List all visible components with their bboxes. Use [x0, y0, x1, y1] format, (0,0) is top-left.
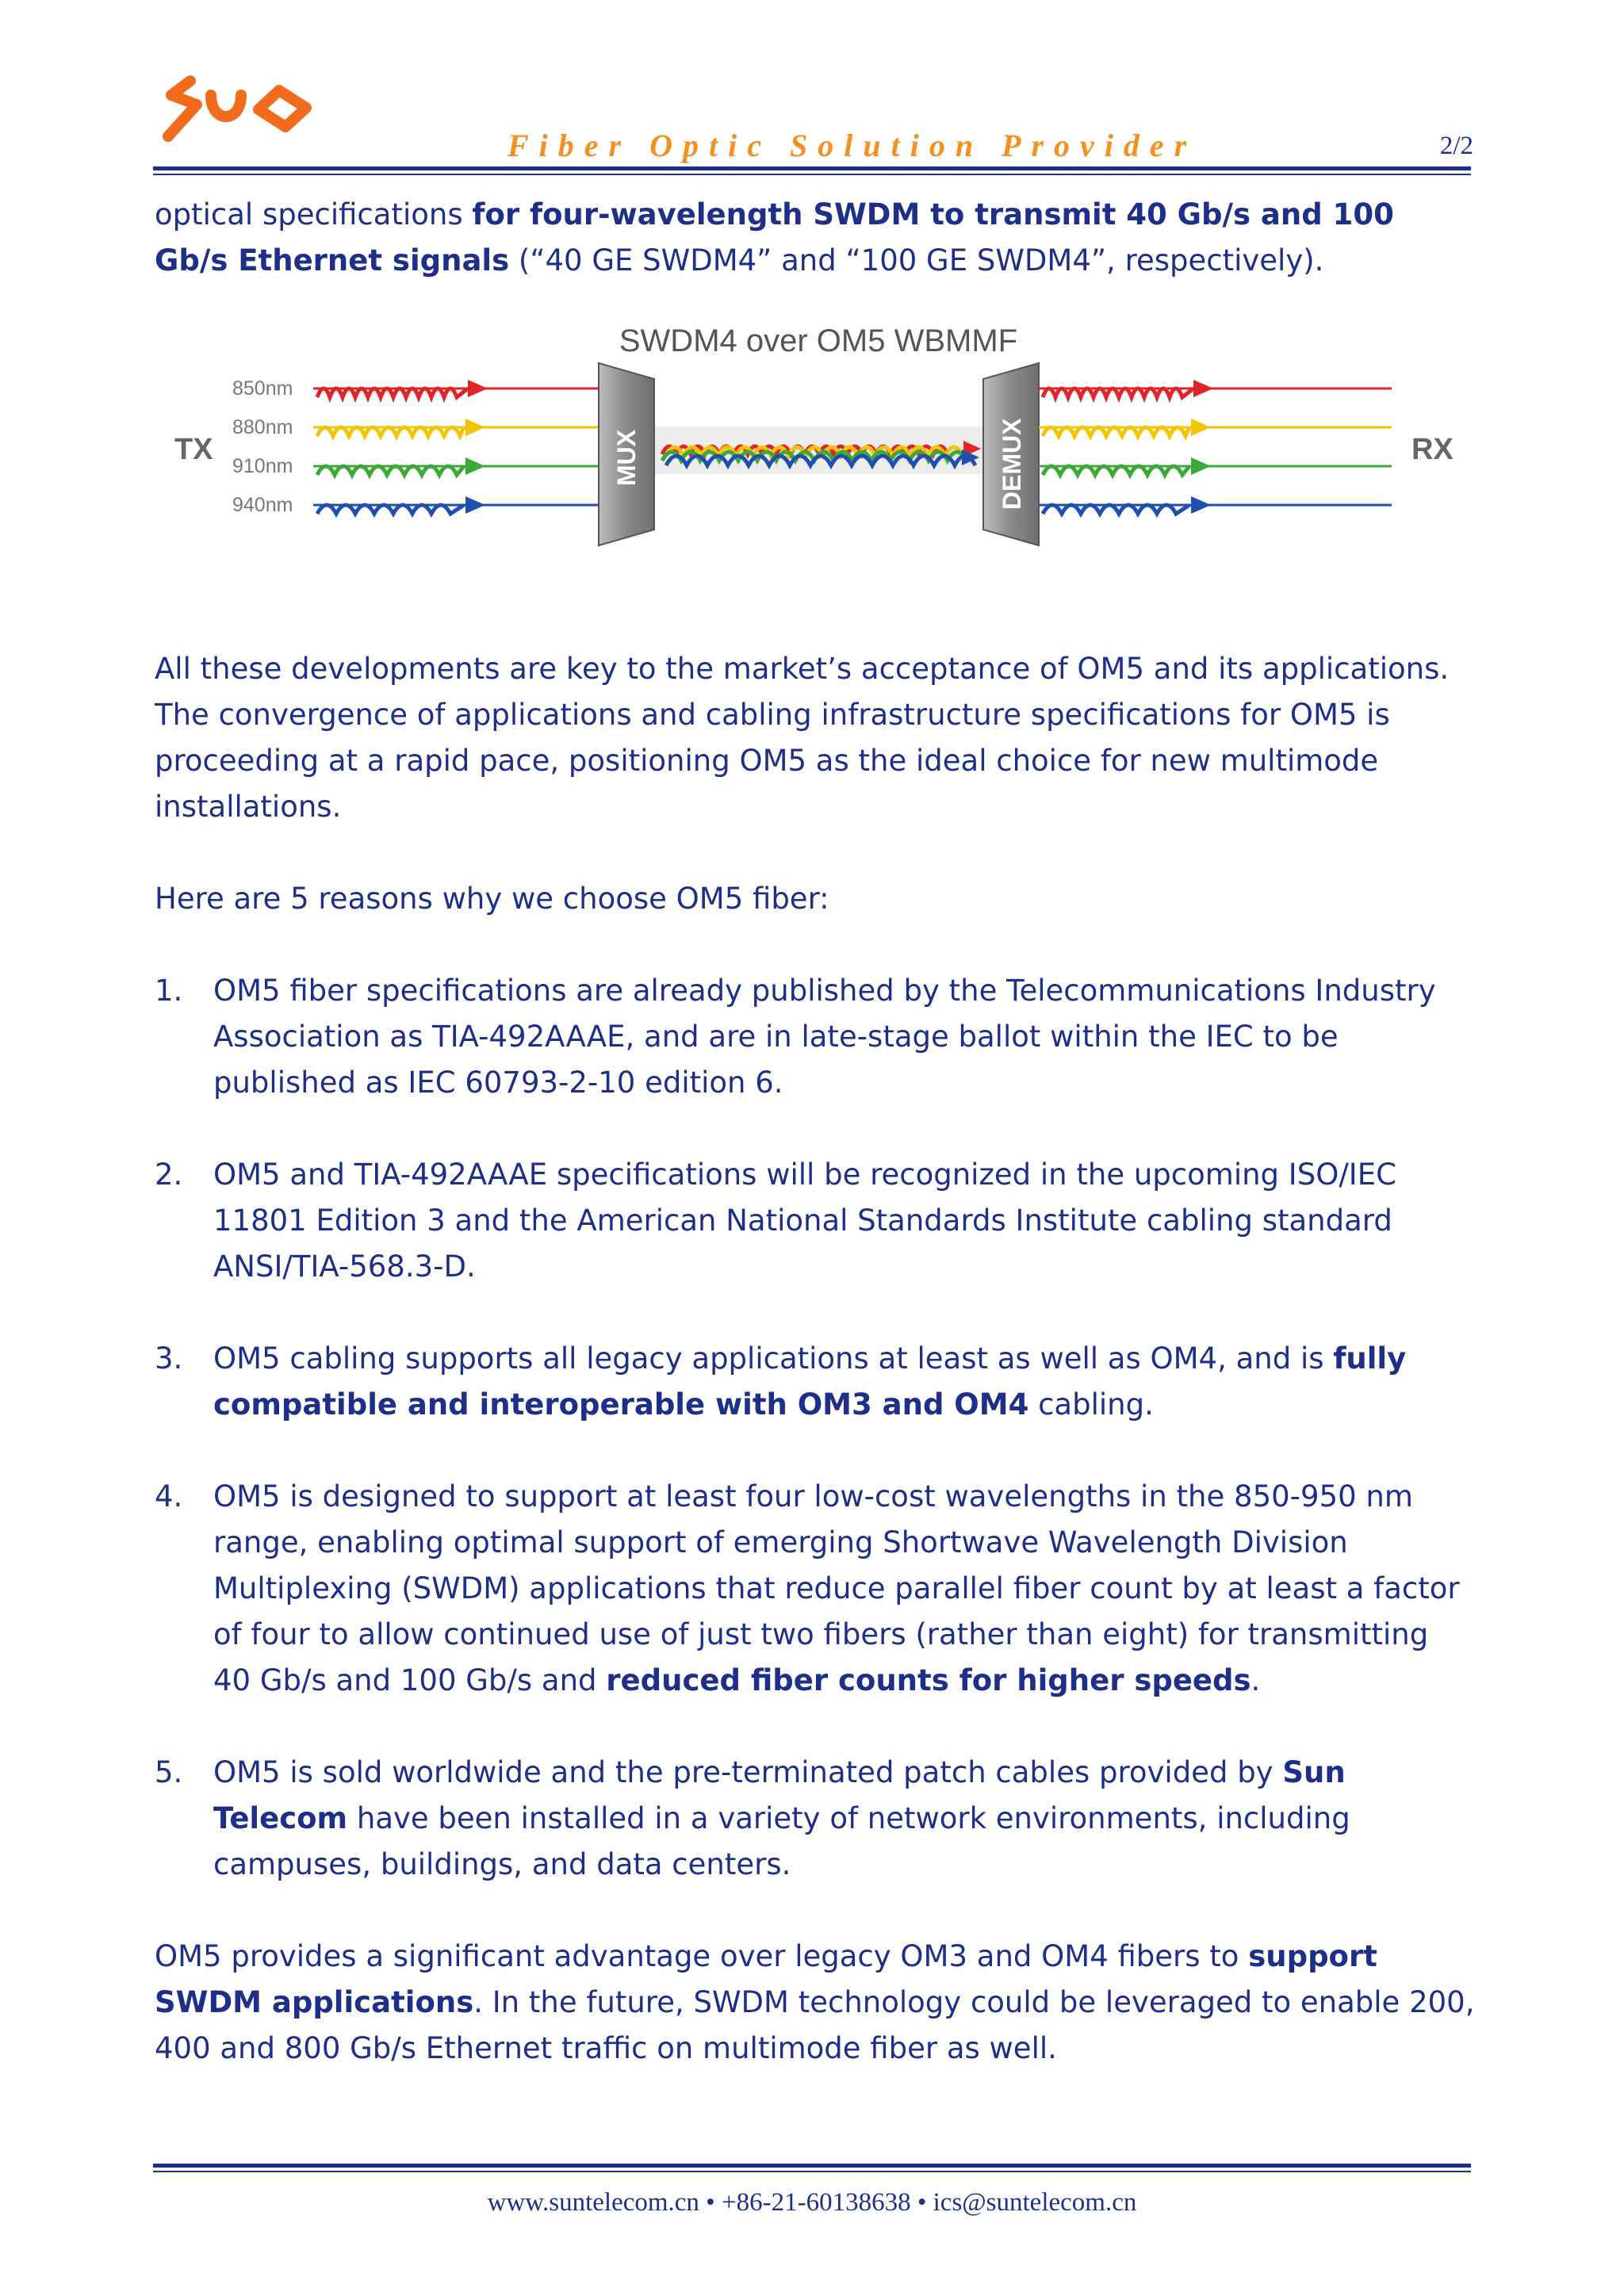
reason-text-bold: fully compatible and interoperable with OM3 and OM4 [213, 1341, 1407, 1422]
wavelength-label-910: 910nm [232, 455, 293, 477]
input-arrows [465, 380, 488, 514]
tx-label: TX [174, 433, 213, 466]
page-footer: www.suntelecom.cn • +86-21-60138638 • ics@suntelecom.cn [487, 2188, 1137, 2217]
reasons-intro: Here are 5 reasons why we choose OM5 fiber: [155, 882, 829, 916]
closing-paragraph [155, 1934, 1475, 2072]
intro-text-start: optical specifications [155, 197, 473, 232]
intro-paragraph [155, 192, 1475, 284]
reasons-list [155, 968, 1475, 1888]
reason-text: OM5 cabling supports all legacy applications at least as well as OM4, and is [213, 1341, 1334, 1376]
reason-text: OM5 is sold worldwide and the pre-terminated patch cables provided by [213, 1755, 1283, 1789]
list-number: 3. [155, 1341, 183, 1376]
input-fibers [313, 388, 599, 505]
reason-item-3 [155, 1336, 1475, 1428]
footer-rule-thick [153, 2164, 1471, 2168]
wavelength-label-880: 880nm [232, 416, 293, 438]
reason-text: OM5 and TIA-492AAAE specifications will be recognized in the upcoming ISO/IEC 11801 Edition 3 and the American National Standards Institute cabling standard ANSI/TIA-568.3-D. [213, 1158, 1396, 1284]
demux-label: DEMUX [998, 418, 1026, 510]
rx-label: RX [1411, 433, 1454, 466]
developments-paragraph: All these developments are key to the market’s acceptance of OM5 and its applications. The convergence of applications and cabling infrastructure specifications for OM5 is proceeding at a rapid pace, positioning OM5 as the ideal choice for new multimode installations. [155, 652, 1450, 824]
reason-text: OM5 fiber specifications are already published by the Telecommunications Industry Association as TIA-492AAAE, and are in late-stage ballot within the IEC to be published as IEC 60793-2-10 edition 6. [213, 974, 1436, 1100]
page-header [0, 0, 1624, 182]
list-number: 2. [155, 1158, 183, 1192]
reason-text-end: have been installed in a variety of network environments, including campuses, buildings, and data centers. [213, 1801, 1350, 1881]
reason-text-bold: Sun Telecom [213, 1755, 1346, 1835]
reason-item-4 [155, 1474, 1475, 1704]
footer-rule-thin [153, 2171, 1471, 2172]
reason-item-5 [155, 1750, 1475, 1888]
wavelength-label-850: 850nm [232, 377, 293, 400]
reason-text: OM5 is designed to support at least four low-cost wavelengths in the 850-950 nm range, enabling optimal support of emerging Shortwave Wavelength Division Multiplexing (SWDM) applications that reduce parallel fiber count by at least a factor of four to allow continued use of just two fibers (rather than eight) for transmitting 40 Gb/s and 100 Gb/s and [213, 1479, 1460, 1697]
reason-item-2 [155, 1152, 1475, 1290]
figure-title: SWDM4 over OM5 WBMMF [619, 323, 1018, 358]
reason-text-end: cabling. [1028, 1387, 1154, 1422]
closing-text-start: OM5 provides a significant advantage over legacy OM3 and OM4 fibers to [155, 1939, 1249, 1973]
closing-text-bold: support SWDM applications [155, 1939, 1377, 2019]
mux-label: MUX [612, 429, 641, 486]
swdm-diagram [155, 320, 1475, 581]
input-waves [317, 388, 468, 514]
output-waves [1043, 388, 1193, 514]
header-rule-thick [153, 166, 1471, 170]
output-arrows [1191, 380, 1213, 514]
intro-text-bold: for four-wavelength SWDM to transmit 40 Gb/s and 100 Gb/s Ethernet signals [155, 197, 1394, 277]
header-rule-thin [153, 174, 1471, 175]
list-number: 5. [155, 1755, 183, 1789]
page-content [155, 192, 1475, 2072]
reason-text-end: . [1251, 1663, 1261, 1697]
header-tagline: Fiber Optic Solution Provider [508, 128, 1197, 163]
reason-item-1 [155, 968, 1475, 1106]
list-number: 1. [155, 974, 183, 1008]
reason-text-bold: reduced fiber counts for higher speeds [606, 1663, 1251, 1697]
output-fibers [1039, 388, 1392, 505]
intro-text-end: (“40 GE SWDM4” and “100 GE SWDM4”, respectively). [509, 243, 1324, 277]
list-number: 4. [155, 1479, 183, 1513]
closing-text-end: . In the future, SWDM technology could be leveraged to enable 200, 400 and 800 Gb/s Ethernet traffic on multimode fiber as well. [155, 1985, 1475, 2065]
swdm-figure [155, 320, 1475, 581]
page-number: 2/2 [1439, 132, 1473, 160]
sun-telecom-logo [159, 71, 325, 151]
wavelength-label-940: 940nm [232, 494, 293, 516]
